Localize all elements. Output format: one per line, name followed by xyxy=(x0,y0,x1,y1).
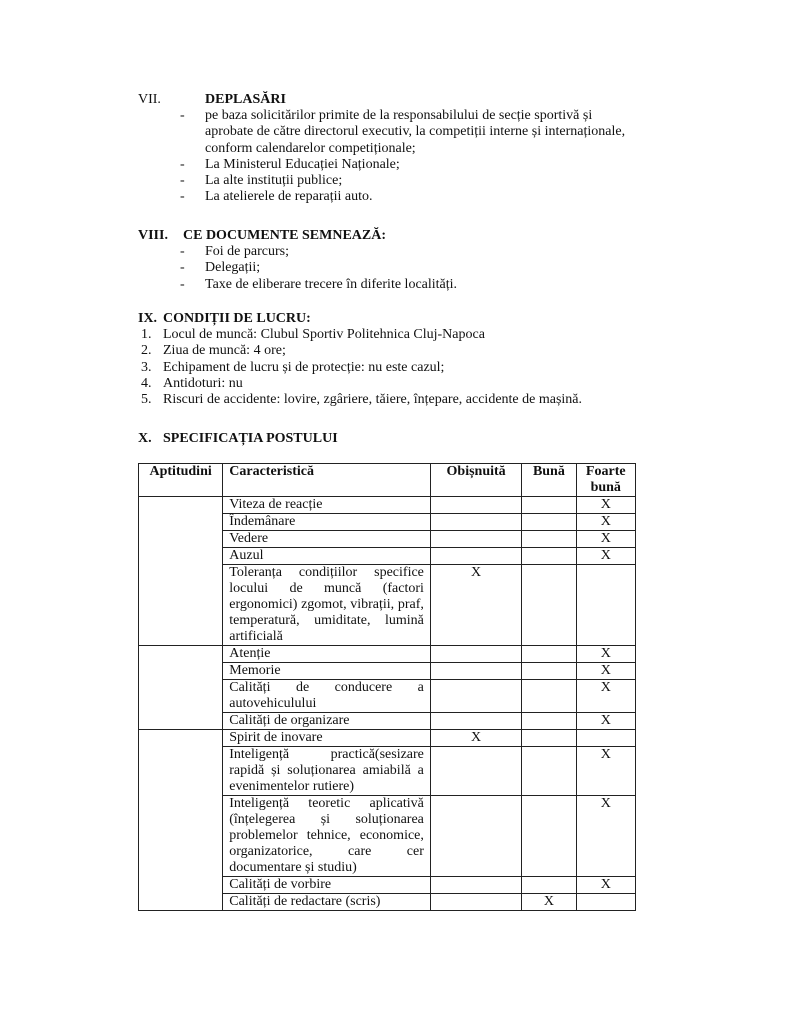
buna-cell xyxy=(522,680,576,713)
buna-cell xyxy=(522,877,576,894)
foarte-buna-cell xyxy=(576,730,635,747)
buna-cell xyxy=(522,531,576,548)
buna-cell xyxy=(522,565,576,646)
section-title: CONDIȚII DE LUCRU: xyxy=(163,311,311,326)
section-number: IX. xyxy=(138,311,158,326)
caracteristica-cell: Calități de vorbire xyxy=(223,877,431,894)
list-item-text: Foi de parcurs; xyxy=(205,244,289,260)
foarte-buna-cell: X xyxy=(576,646,635,663)
buna-cell xyxy=(522,548,576,565)
foarte-buna-cell: X xyxy=(576,796,635,877)
caracteristica-cell: Inteligență teoretic aplicativă (înțelegerea și soluționarea problemelor tehnice, economice, organizatorice, care cer documentare și studiu) xyxy=(223,796,431,877)
caracteristica-cell: Toleranța condițiilor specifice locului de muncă (factori ergonomici) zgomot, vibrații, praf, temperatură, umiditate, lumină artificială xyxy=(223,565,431,646)
list-item-text: La atelierele de reparații auto. xyxy=(205,189,373,205)
table-row xyxy=(139,646,636,663)
obisnuita-cell: X xyxy=(430,565,521,646)
obisnuita-cell xyxy=(430,877,521,894)
list-item-text: La alte instituții publice; xyxy=(205,173,343,189)
section-title: SPECIFICAȚIA POSTULUI xyxy=(163,431,338,446)
buna-cell xyxy=(522,514,576,531)
buna-cell: X xyxy=(522,894,576,911)
foarte-buna-cell: X xyxy=(576,514,635,531)
foarte-buna-cell xyxy=(576,565,635,646)
obisnuita-cell xyxy=(430,680,521,713)
foarte-buna-cell xyxy=(576,894,635,911)
list-item: 3. Echipament de lucru și de protecție: nu este cazul; xyxy=(141,359,445,375)
header-aptitudini: Aptitudini xyxy=(139,464,223,497)
list-item: - La alte instituții publice; xyxy=(180,173,343,189)
section-heading xyxy=(138,92,638,108)
foarte-buna-cell: X xyxy=(576,877,635,894)
aptitudini-cell xyxy=(139,730,223,911)
caracteristica-cell: Auzul xyxy=(223,548,431,565)
header-buna: Bună xyxy=(522,464,576,497)
section-title: CE DOCUMENTE SEMNEAZĂ: xyxy=(183,228,387,243)
list-item-text: Delegații; xyxy=(205,260,261,276)
section-number: VII. xyxy=(138,92,161,107)
aptitudini-cell xyxy=(139,646,223,730)
aptitudini-cell xyxy=(139,497,223,646)
obisnuita-cell xyxy=(430,531,521,548)
section-heading xyxy=(138,311,678,327)
list-item-text: Riscuri de accidente: lovire, zgâriere, tăiere, înțepare, accidente de mașină. xyxy=(163,392,583,408)
table-row xyxy=(139,497,636,514)
buna-cell xyxy=(522,646,576,663)
section-title: DEPLASĂRI xyxy=(205,92,286,107)
obisnuita-cell xyxy=(430,497,521,514)
foarte-buna-cell: X xyxy=(576,531,635,548)
list-item: - pe baza solicitărilor primite de la responsabilului de secție sportivă și aprobate de către directorul executiv, la competiții interne și internaționale, conform calendarelor competiționale; xyxy=(180,108,626,156)
list-item: - La Ministerul Educației Naționale; xyxy=(180,156,400,172)
list-item: - Foi de parcurs; xyxy=(180,244,289,260)
list-item: - La atelierele de reparații auto. xyxy=(180,189,373,205)
foarte-buna-cell: X xyxy=(576,663,635,680)
specification-table xyxy=(138,463,636,911)
caracteristica-cell: Inteligență practică(sesizare rapidă și soluționarea amiabilă a evenimentelor rutiere) xyxy=(223,747,431,796)
caracteristica-cell: Atenție xyxy=(223,646,431,663)
list-item-text: Ziua de muncă: 4 ore; xyxy=(163,343,286,359)
obisnuita-cell xyxy=(430,514,521,531)
list-item-text: Locul de muncă: Clubul Sportiv Politehnica Cluj-Napoca xyxy=(163,327,485,343)
list-item: 5. Riscuri de accidente: lovire, zgâriere, tăiere, înțepare, accidente de mașină. xyxy=(141,392,583,408)
section-ix xyxy=(138,311,678,408)
header-foarte-buna: Foarte bună xyxy=(576,464,635,497)
caracteristica-cell: Vedere xyxy=(223,531,431,548)
foarte-buna-cell: X xyxy=(576,747,635,796)
list-item-text: pe baza solicitărilor primite de la responsabilului de secție sportivă și aprobate de către directorul executiv, la competiții interne și internaționale, conform calendarelor competiționale; xyxy=(205,108,626,156)
section-viii xyxy=(138,228,638,293)
obisnuita-cell xyxy=(430,663,521,680)
obisnuita-cell: X xyxy=(430,730,521,747)
list-item-text: Taxe de eliberare trecere în diferite localități. xyxy=(205,276,458,292)
caracteristica-cell: Îndemânare xyxy=(223,514,431,531)
caracteristica-cell: Calități de organizare xyxy=(223,713,431,730)
foarte-buna-cell: X xyxy=(576,680,635,713)
section-heading xyxy=(138,228,638,244)
buna-cell xyxy=(522,663,576,680)
list-item-text: La Ministerul Educației Naționale; xyxy=(205,156,400,172)
section-heading xyxy=(138,431,638,447)
buna-cell xyxy=(522,713,576,730)
buna-cell xyxy=(522,497,576,514)
section-number: X. xyxy=(138,431,152,446)
buna-cell xyxy=(522,747,576,796)
section-vii xyxy=(138,92,638,205)
list-item: - Taxe de eliberare trecere în diferite localități. xyxy=(180,276,458,292)
caracteristica-cell: Calități de redactare (scris) xyxy=(223,894,431,911)
caracteristica-cell: Memorie xyxy=(223,663,431,680)
obisnuita-cell xyxy=(430,796,521,877)
list-item: 1. Locul de muncă: Clubul Sportiv Politehnica Cluj-Napoca xyxy=(141,327,485,343)
list-item: 4. Antidoturi: nu xyxy=(141,375,243,391)
caracteristica-cell: Spirit de inovare xyxy=(223,730,431,747)
list-item-text: Antidoturi: nu xyxy=(163,375,243,391)
foarte-buna-cell: X xyxy=(576,548,635,565)
header-caracteristica: Caracteristică xyxy=(223,464,431,497)
foarte-buna-cell: X xyxy=(576,497,635,514)
obisnuita-cell xyxy=(430,548,521,565)
foarte-buna-cell: X xyxy=(576,713,635,730)
caracteristica-cell: Calități de conducere a autovehiculului xyxy=(223,680,431,713)
caracteristica-cell: Viteza de reacție xyxy=(223,497,431,514)
obisnuita-cell xyxy=(430,894,521,911)
header-obisnuita: Obișnuită xyxy=(430,464,521,497)
list-item: - Delegații; xyxy=(180,260,261,276)
obisnuita-cell xyxy=(430,713,521,730)
buna-cell xyxy=(522,730,576,747)
list-item-text: Echipament de lucru și de protecție: nu este cazul; xyxy=(163,359,445,375)
section-number: VIII. xyxy=(138,228,168,243)
section-x xyxy=(138,431,638,447)
list-item: 2. Ziua de muncă: 4 ore; xyxy=(141,343,286,359)
obisnuita-cell xyxy=(430,646,521,663)
buna-cell xyxy=(522,796,576,877)
obisnuita-cell xyxy=(430,747,521,796)
table-header-row xyxy=(139,464,636,497)
table-row xyxy=(139,730,636,747)
